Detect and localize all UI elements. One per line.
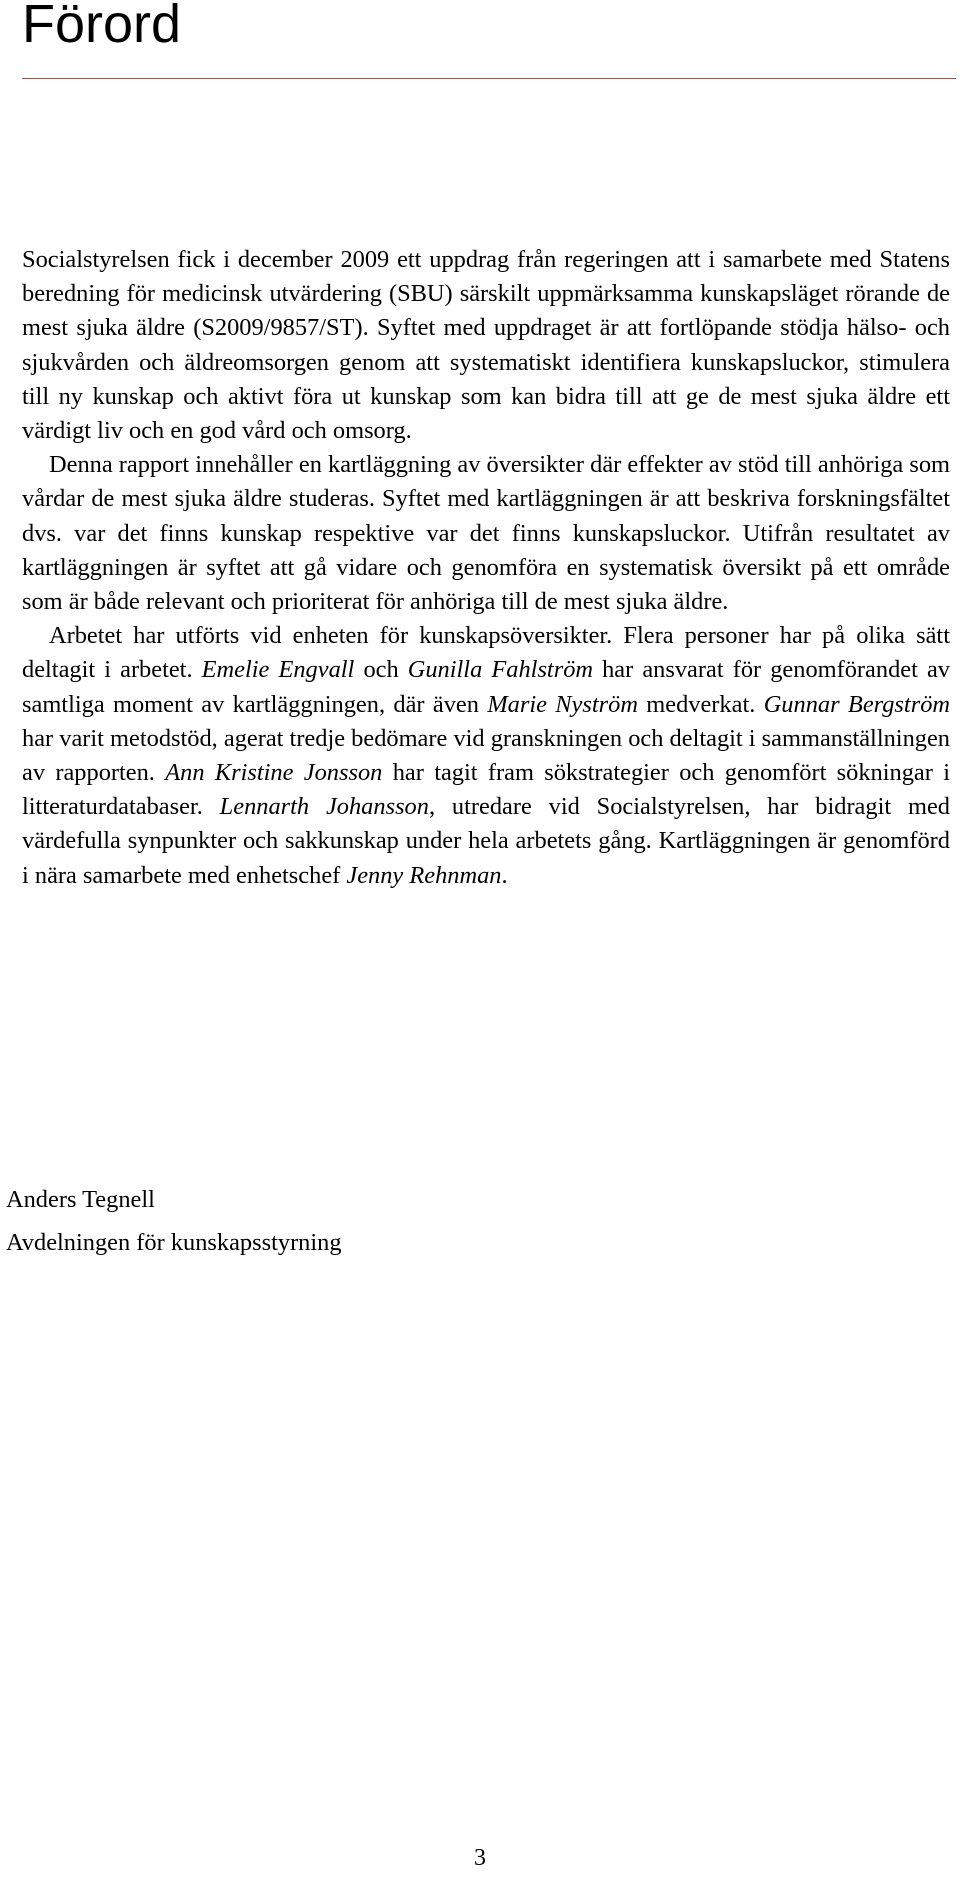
person-name: Jenny Rehnman [346, 861, 502, 889]
paragraph-text: Denna rapport innehåller en kartläggning av översikter där effekter av stöd till anhöriga som vårdar de mest sjuka äldre studeras. Syftet med kartläggningen är att beskriva forskningsfältet dvs. var det finns kunskap respektive var det finns kunskapsluckor. Utifrån resultatet av kartläggningen är syftet att gå vidare och genomföra en systematisk översikt på ett område som är både relevant och prioriterat för anhöriga till de mest sjuka äldre. [22, 451, 951, 616]
paragraph-text: Socialstyrelsen fick i december 2009 ett uppdrag från regeringen att i samarbete med Statens beredning för medicinsk utvärdering (SBU) särskilt uppmärksamma kunskapsläget rörande de mest sjuka äldre (S2009/9857/ST). Syftet med uppdraget är att fortlöpande stödja hälso- och sjukvården och äldreomsorgen genom att systematiskt identifiera kunskapsluckor, stimulera till ny kunskap och aktivt föra ut kunskap som kan bidra till att ge de mest sjuka äldre ett värdigt liv och en god vård och omsorg. [22, 246, 950, 445]
person-name: Emelie Engvall [201, 656, 355, 684]
foreword-body [22, 243, 950, 893]
person-name: Gunilla Fahlström [407, 656, 594, 684]
signature-department: Avdelningen för kunskapsstyrning [6, 1229, 342, 1256]
paragraph-text: . [501, 861, 508, 889]
signature-name: Anders Tegnell [6, 1186, 155, 1213]
paragraph-contributors [22, 619, 950, 893]
paragraph-text: , utredare vid Socialstyrelsen, har bidragit med värdefulla synpunkter och sakkunskap under hela arbetets gång. Kartläggningen är genomförd i nära samarbete med enhetschef [22, 793, 950, 889]
person-name: Marie Nyström [487, 690, 638, 718]
paragraph-text: har varit metodstöd, agerat tredje bedömare vid granskningen och deltagit i sammanställningen av rapporten. [22, 724, 950, 787]
title-divider [22, 78, 956, 79]
person-name: Gunnar Bergström [763, 690, 951, 718]
paragraph-text: har tagit fram sökstrategier och genomfört sökningar i litteraturdatabaser. [22, 759, 950, 821]
signature-block [6, 1178, 342, 1264]
page-title: Förord [22, 0, 182, 54]
person-name: Lennarth Johansson [219, 793, 429, 821]
paragraph-text: har ansvarat för genomförandet av samtliga moment av kartläggningen, där även [22, 656, 950, 718]
paragraph-text: medverkat. [637, 690, 764, 718]
paragraph-commission [22, 243, 950, 448]
paragraph-text: och [354, 656, 408, 684]
paragraph-report-scope [22, 448, 950, 619]
person-name: Ann Kristine Jonsson [165, 759, 383, 787]
page-number: 3 [474, 1845, 486, 1871]
paragraph-text: Arbetet har utförts vid enheten för kunskapsöversikter. Flera personer har på olika sätt deltagit i arbetet. [22, 622, 950, 684]
